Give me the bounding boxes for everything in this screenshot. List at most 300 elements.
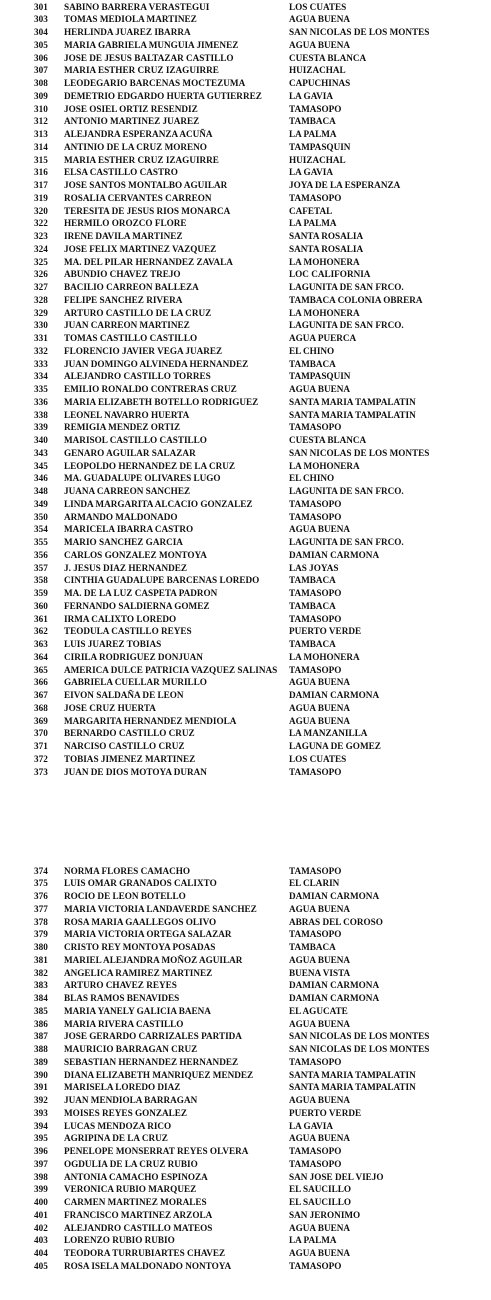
person-name: ALEJANDRA ESPERANZA ACUÑA [64,129,213,139]
entry-number: 349 [34,498,48,509]
entry-number: 305 [34,39,48,50]
entry-number: 312 [34,116,48,127]
person-name: MARISELA LOREDO DIAZ [64,1082,181,1093]
list-row [0,26,491,39]
locality-name: EL CHINO [289,345,335,356]
person-name: JOSE SANTOS MONTALBO AGUILAR [64,180,228,190]
entry-number: 309 [34,90,48,101]
locality-name: BUENA VISTA [289,967,351,978]
entry-number: 317 [34,180,48,190]
locality-name: LAS JOYAS [289,562,339,573]
list-row [0,600,491,613]
list-row [0,928,491,941]
entry-number: 339 [34,422,48,433]
entry-number: 366 [34,677,48,688]
entry-number: 332 [34,345,48,356]
person-name: EIVON SALDAÑA DE LEON [64,690,184,700]
entry-number: 359 [34,588,48,598]
locality-name: CUESTA BLANCA [289,52,367,63]
list-row [0,192,491,205]
locality-name: TAMASOPO [289,865,342,876]
locality-name: TAMASOPO [289,103,342,114]
entry-number: 392 [34,1095,48,1105]
list-row [0,217,491,230]
locality-name: AGUA BUENA [289,14,351,25]
entry-number: 378 [34,916,48,927]
person-name: PENELOPE MONSERRAT REYES OLVERA [64,1146,249,1156]
locality-name: AGUA BUENA [289,524,351,535]
locality-name: TAMPASQUIN [289,141,351,152]
entry-number: 403 [34,1235,48,1246]
entry-number: 370 [34,728,48,739]
list-row [0,916,491,929]
list-row [0,1,491,14]
locality-name: TAMBACA [289,575,336,586]
entry-number: 404 [34,1248,48,1258]
person-name: ANGELICA RAMIREZ MARTINEZ [64,967,213,978]
list-row [0,865,491,878]
list-row [0,243,491,256]
locality-name: AGUA BUENA [289,677,351,688]
list-row [0,256,491,269]
list-row [0,268,491,281]
person-name: JUAN CARREON MARTINEZ [64,320,190,331]
locality-name: LA GAVIA [289,90,333,101]
locality-name: PUERTO VERDE [289,626,362,637]
entry-number: 398 [34,1171,48,1182]
list-row [0,460,491,473]
person-name: JUAN MENDIOLA BARRAGAN [64,1095,198,1105]
person-name: MARIA ESTHER CRUZ IZAGUIRRE [64,65,219,76]
entry-number: 355 [34,537,48,547]
entry-number: 336 [34,396,48,407]
entry-number: 327 [34,282,48,292]
list-row [0,447,491,460]
entry-number: 382 [34,967,48,978]
entry-number: 331 [34,333,48,343]
person-name: TOMAS CASTILLO CASTILLO [64,333,198,343]
person-name: LUIS JUAREZ TOBIAS [64,639,162,649]
locality-name: TAMPASQUIN [289,371,351,382]
person-name: CIRILA RODRIGUEZ DONJUAN [64,651,203,662]
person-name: BERNARDO CASTILLO CRUZ [64,728,195,739]
entry-number: 308 [34,78,48,88]
locality-name: SANTA MARIA TAMPALATIN [289,1082,416,1093]
entry-number: 348 [34,486,48,496]
entry-number: 325 [34,256,48,267]
person-name: ELSA CASTILLO CASTRO [64,167,178,178]
person-name: MA. DEL PILAR HERNANDEZ ZAVALA [64,256,233,267]
person-name: CRISTO REY MONTOYA POSADAS [64,942,216,952]
locality-name: SAN NICOLAS DE LOS MONTES [289,27,430,37]
list-row [0,1005,491,1018]
locality-name: DAMIAN CARMONA [289,549,380,560]
entry-number: 357 [34,562,48,573]
list-row [0,103,491,116]
list-row [0,485,491,498]
person-name: CINTHIA GUADALUPE BARCENAS LOREDO [64,575,260,586]
person-name: HERMILO OROZCO FLORE [64,218,187,229]
person-name: MARIA GABRIELA MUNGUIA JIMENEZ [64,39,239,50]
entry-number: 304 [34,27,48,37]
person-name: JUANA CARREON SANCHEZ [64,486,191,496]
list-row [0,319,491,332]
person-name: SABINO BARRERA VERASTEGUI [64,1,210,12]
person-name: ARTURO CASTILLO DE LA CRUZ [64,307,212,318]
person-name: TOMAS MEDIOLA MARTINEZ [64,14,197,25]
list-row [0,523,491,536]
person-name: TEODULA CASTILLO REYES [64,626,192,637]
entry-number: 356 [34,549,48,560]
locality-name: TAMBACA COLONIA OBRERA [289,294,423,305]
list-row [0,890,491,903]
locality-name: EL SAUCILLO [289,1184,352,1195]
list-row [0,967,491,980]
locality-name: DAMIAN CARMONA [289,891,380,901]
person-name: MARICELA IBARRA CASTRO [64,524,194,535]
locality-name: LAGUNITA DE SAN FRCO. [289,282,404,292]
locality-name: LA PALMA [289,1235,337,1246]
locality-name: TAMBACA [289,942,336,952]
list-row [0,332,491,345]
person-name: EMILIO RONALDO CONTRERAS CRUZ [64,384,237,394]
list-row [0,1234,491,1247]
locality-name: TAMASOPO [289,192,342,203]
entry-number: 365 [34,664,48,675]
person-name: LUCAS MENDOZA RICO [64,1120,172,1131]
list-row [0,128,491,141]
person-name: J. JESUS DIAZ HERNANDEZ [64,562,188,573]
entry-number: 372 [34,753,48,764]
person-name: JOSE FELIX MARTINEZ VAZQUEZ [64,243,217,254]
person-name: AGRIPINA DE LA CRUZ [64,1133,168,1144]
locality-name: AGUA BUENA [289,702,351,713]
person-name: JOSE GERARDO CARRIZALES PARTIDA [64,1031,242,1042]
locality-name: PUERTO VERDE [289,1107,362,1118]
list-row [0,39,491,52]
list-row [0,1183,491,1196]
list-row [0,625,491,638]
list-row [0,307,491,320]
list-row [0,992,491,1005]
person-name: LEODEGARIO BARCENAS MOCTEZUMA [64,78,246,88]
locality-name: TAMASOPO [289,613,342,624]
entry-number: 386 [34,1018,48,1029]
locality-name: SAN NICOLAS DE LOS MONTES [289,1031,430,1042]
list-row [0,1247,491,1260]
person-name: BLAS RAMOS BENAVIDES [64,993,180,1003]
entry-number: 381 [34,954,48,965]
person-name: GABRIELA CUELLAR MURILLO [64,677,207,688]
person-name: IRMA CALIXTO LOREDO [64,613,177,624]
person-name: MARIO SANCHEZ GARCIA [64,537,183,547]
person-name: BACILIO CARREON BALLEZA [64,282,199,292]
entry-number: 371 [34,741,48,751]
entry-number: 387 [34,1031,48,1042]
locality-name: TAMBACA [289,600,336,611]
locality-name: EL CHINO [289,473,335,484]
locality-name: SANTA MARIA TAMPALATIN [289,396,416,407]
locality-name: LAGUNITA DE SAN FRCO. [289,320,404,331]
list-row [0,1222,491,1235]
list-row [0,281,491,294]
entry-number: 345 [34,460,48,471]
list-row [0,383,491,396]
person-name: MARIA RIVERA CASTILLO [64,1018,184,1029]
locality-name: SANTA MARIA TAMPALATIN [289,1069,416,1080]
entry-number: 310 [34,103,48,114]
locality-name: SAN JOSE DEL VIEJO [289,1171,384,1182]
entry-number: 316 [34,167,48,178]
entry-number: 389 [34,1056,48,1067]
entry-number: 399 [34,1184,48,1195]
locality-name: CUESTA BLANCA [289,435,367,445]
person-name: ARMANDO MALDONADO [64,511,178,522]
list-row [0,1043,491,1056]
list-row [0,179,491,192]
list-row [0,205,491,218]
locality-name: AGUA BUENA [289,1248,351,1258]
list-row [0,1094,491,1107]
entry-number: 338 [34,409,48,420]
entry-number: 375 [34,878,48,889]
list-row [0,903,491,916]
entry-number: 376 [34,891,48,901]
locality-name: LAGUNITA DE SAN FRCO. [289,537,404,547]
person-name: DEMETRIO EDGARDO HUERTA GUTIERREZ [64,90,262,101]
locality-name: LA MANZANILLA [289,728,368,739]
entry-number: 301 [34,1,48,12]
locality-name: AGUA BUENA [289,715,351,726]
entry-number: 364 [34,651,48,662]
entry-number: 340 [34,435,48,445]
list-row [0,166,491,179]
person-name: JOSE CRUZ HUERTA [64,702,156,713]
list-row [0,1081,491,1094]
person-name: FELIPE SANCHEZ RIVERA [64,294,183,305]
entry-number: 314 [34,141,48,152]
list-row [0,115,491,128]
entry-number: 379 [34,929,48,940]
list-row [0,1120,491,1133]
entry-number: 380 [34,942,48,952]
person-name: FRANCISCO MARTINEZ ARZOLA [64,1209,213,1220]
entry-number: 401 [34,1209,48,1220]
list-row [0,1145,491,1158]
entry-number: 343 [34,447,48,458]
entry-number: 385 [34,1005,48,1016]
list-row [0,409,491,422]
locality-name: LA PALMA [289,218,337,229]
person-name: ROSALIA CERVANTES CARREON [64,192,212,203]
entry-number: 329 [34,307,48,318]
list-row [0,613,491,626]
list-row [0,13,491,26]
person-name: ALEJANDRO CASTILLO MATEOS [64,1222,213,1233]
list-row [0,396,491,409]
person-name: IRENE DAVILA MARTINEZ [64,231,183,241]
entry-number: 360 [34,600,48,611]
person-name: LUIS OMAR GRANADOS CALIXTO [64,878,217,889]
list-row [0,574,491,587]
entry-number: 330 [34,320,48,331]
person-name: ALEJANDRO CASTILLO TORRES [64,371,211,382]
entry-number: 377 [34,903,48,914]
locality-name: ABRAS DEL COROSO [289,916,383,927]
person-name: NORMA FLORES CAMACHO [64,865,191,876]
person-name: TERESITA DE JESUS RIOS MONARCA [64,205,231,216]
locality-name: TAMASOPO [289,664,342,675]
entry-number: 405 [34,1260,48,1271]
locality-name: LA MOHONERA [289,307,360,318]
locality-name: LOC CALIFORNIA [289,269,371,280]
list-row [0,1132,491,1145]
locality-name: EL AGUCATE [289,1005,348,1016]
locality-name: TAMBACA [289,116,336,127]
locality-name: DAMIAN CARMONA [289,993,380,1003]
list-row [0,141,491,154]
entry-number: 323 [34,231,48,241]
entry-number: 363 [34,639,48,649]
person-name: SEBASTIAN HERNANDEZ HERNANDEZ [64,1056,239,1067]
person-name: FLORENCIO JAVIER VEGA JUAREZ [64,345,223,356]
locality-name: TAMASOPO [289,1158,342,1169]
entry-number: 307 [34,65,48,76]
locality-name: SANTA MARIA TAMPALATIN [289,409,416,420]
locality-name: SAN NICOLAS DE LOS MONTES [289,447,430,458]
entry-number: 402 [34,1222,48,1233]
locality-name: TAMASOPO [289,929,342,940]
person-name: ABUNDIO CHAVEZ TREJO [64,269,181,280]
locality-name: TAMASOPO [289,766,342,777]
locality-name: HUIZACHAL [289,154,346,165]
person-name: MARIA ELIZABETH BOTELLO RODRIGUEZ [64,396,259,407]
person-name: MARIA YANELY GALICIA BAENA [64,1005,211,1016]
list-row [0,345,491,358]
list-row [0,1196,491,1209]
list-row [0,676,491,689]
locality-name: SAN JERONIMO [289,1209,361,1220]
entry-number: 373 [34,766,48,777]
list-row [0,715,491,728]
entry-number: 328 [34,294,48,305]
beneficiary-list-section-1 [0,1,491,779]
list-row [0,154,491,167]
entry-number: 384 [34,993,48,1003]
locality-name: SAN NICOLAS DE LOS MONTES [289,1044,430,1054]
list-row [0,954,491,967]
entry-number: 361 [34,613,48,624]
entry-number: 367 [34,690,48,700]
locality-name: HUIZACHAL [289,65,346,76]
locality-name: TAMBACA [289,639,336,649]
person-name: ANTONIO MARTINEZ JUAREZ [64,116,200,127]
locality-name: AGUA BUENA [289,903,351,914]
list-row [0,766,491,779]
entry-number: 303 [34,14,48,25]
list-row [0,979,491,992]
person-name: ROSA ISELA MALDONADO NONTOYA [64,1260,232,1271]
entry-number: 324 [34,243,48,254]
locality-name: AGUA BUENA [289,1095,351,1105]
locality-name: LA GAVIA [289,167,333,178]
entry-number: 320 [34,205,48,216]
entry-number: 362 [34,626,48,637]
entry-number: 313 [34,129,48,139]
person-name: MARIA VICTORIA ORTEGA SALAZAR [64,929,232,940]
locality-name: LA GAVIA [289,1120,333,1131]
list-row [0,727,491,740]
list-row [0,877,491,890]
list-row [0,1018,491,1031]
list-row [0,941,491,954]
locality-name: TAMASOPO [289,1056,342,1067]
locality-name: AGUA BUENA [289,384,351,394]
person-name: JOSE OSIEL ORTIZ RESENDIZ [64,103,198,114]
locality-name: AGUA BUENA [289,1222,351,1233]
list-row [0,1158,491,1171]
locality-name: AGUA BUENA [289,1018,351,1029]
person-name: ROSA MARIA GAALLEGOS OLIVO [64,916,217,927]
entry-number: 334 [34,371,48,382]
person-name: JUAN DE DIOS MOTOYA DURAN [64,766,207,777]
person-name: ROCIO DE LEON BOTELLO [64,891,186,901]
person-name: MARIA ESTHER CRUZ IZAGUIRRE [64,154,219,165]
person-name: ANTINIO DE LA CRUZ MORENO [64,141,207,152]
list-row [0,77,491,90]
person-name: TEODORA TURRUBIARTES CHAVEZ [64,1248,226,1258]
list-row [0,370,491,383]
locality-name: LA MOHONERA [289,460,360,471]
locality-name: TAMASOPO [289,1260,342,1271]
person-name: MOISES REYES GONZALEZ [64,1107,188,1118]
person-name: MARGARITA HERNANDEZ MENDIOLA [64,715,237,726]
entry-number: 322 [34,218,48,229]
locality-name: DAMIAN CARMONA [289,980,380,991]
list-row [0,1209,491,1222]
person-name: REMIGIA MENDEZ ORTIZ [64,422,181,433]
entry-number: 400 [34,1197,48,1207]
list-row [0,753,491,766]
person-name: CARLOS GONZALEZ MONTOYA [64,549,207,560]
person-name: NARCISO CASTILLO CRUZ [64,741,185,751]
list-row [0,740,491,753]
locality-name: TAMASOPO [289,588,342,598]
person-name: MARIEL ALEJANDRA MOÑOZ AGUILAR [64,954,243,965]
locality-name: SANTA ROSALIA [289,231,364,241]
list-row [0,638,491,651]
person-name: MAURICIO BARRAGAN CRUZ [64,1044,198,1054]
person-name: VERONICA RUBIO MARQUEZ [64,1184,197,1195]
list-row [0,1056,491,1069]
list-row [0,1171,491,1184]
locality-name: LOS CUATES [289,1,347,12]
person-name: AMERICA DULCE PATRICIA VAZQUEZ SALINAS [64,664,278,675]
entry-number: 374 [34,865,48,876]
entry-number: 368 [34,702,48,713]
person-name: FERNANDO SALDIERNA GOMEZ [64,600,210,611]
list-row [0,587,491,600]
locality-name: DAMIAN CARMONA [289,690,380,700]
list-row [0,536,491,549]
entry-number: 383 [34,980,48,991]
entry-number: 319 [34,192,48,203]
list-row [0,472,491,485]
person-name: LORENZO RUBIO RUBIO [64,1235,175,1246]
person-name: LINDA MARGARITA ALCACIO GONZALEZ [64,498,253,509]
person-name: DIANA ELIZABETH MANRIQUEZ MENDEZ [64,1069,254,1080]
list-row [0,1260,491,1273]
